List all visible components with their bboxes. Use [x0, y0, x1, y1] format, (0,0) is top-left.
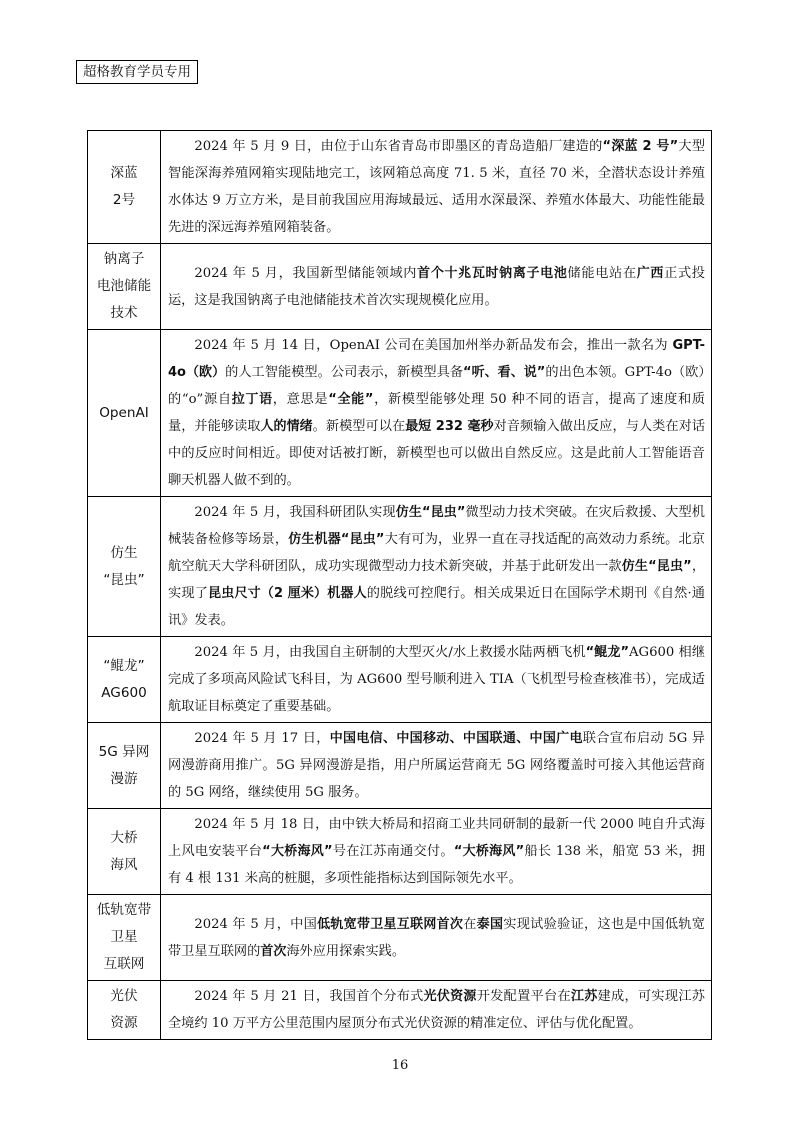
- news-table-body: [88, 131, 712, 1040]
- description-text: 储能电站在: [567, 265, 637, 281]
- description-text: 2024 年 5 月，中国: [194, 916, 318, 932]
- table-row: [88, 981, 712, 1040]
- table-row: [88, 244, 712, 330]
- table-row: [88, 895, 712, 981]
- row-term: [88, 131, 161, 244]
- row-term: [88, 497, 161, 637]
- term-line: 大桥: [110, 829, 138, 846]
- row-description: [161, 637, 712, 723]
- bold-keyword: 仿生机器“昆虫”: [288, 532, 385, 547]
- row-description: [161, 497, 712, 637]
- term-line: 卫星: [110, 929, 138, 945]
- description-text: 对音频输入做出反应，与人类在对话中的反应时间相近。即使对话被打断，新模型也可以做出自然反应。这是此前人工智能语音聊天机器人做不到的。: [168, 419, 706, 488]
- term-line: 海风: [110, 856, 138, 873]
- term-line: “鲲龙”: [103, 657, 145, 674]
- description-text: 2024 年 5 月 14 日，OpenAI 公司在美国加州举办新品发布会，推出一款名为: [194, 338, 673, 353]
- row-term: [88, 981, 161, 1040]
- row-term: [88, 244, 161, 330]
- description-text: 。新模型可以在: [312, 419, 406, 434]
- description-text: 海外应用探索实践。: [286, 943, 406, 959]
- bold-keyword: 低轨宽带卫星互联网首次: [317, 916, 464, 932]
- bold-keyword: 仿生“昆虫”: [395, 505, 466, 520]
- term-line: 光伏: [110, 988, 138, 1004]
- description-text: 船长 138 米，船宽 53 米，拥有 4 根 131 米高的桩腿，多项性能指标达到国际领先水平。: [168, 844, 706, 886]
- table-row: [88, 330, 712, 497]
- description-text: 2024 年 5 月 18 日，由中铁大桥局和招商工业共同研制的最新一代 2000 吨自升式海上风电安装平台: [168, 817, 705, 859]
- bold-keyword: 首个十兆瓦时钠离子电池: [417, 265, 568, 281]
- row-term: [88, 330, 161, 497]
- description-text: 2024 年 5 月，我国科研团队实现: [194, 505, 396, 520]
- description-text: 在: [463, 916, 477, 932]
- description-text: 2024 年 5 月 9 日，由位于山东省青岛市即墨区的青岛造船厂建造的: [194, 139, 603, 154]
- bold-keyword: 中国电信、中国移动、中国联通、中国广电: [329, 731, 583, 746]
- term-line: 低轨宽带: [96, 902, 152, 918]
- row-description: [161, 330, 712, 497]
- row-term: [88, 895, 161, 981]
- bold-keyword: “深蓝 2 号”: [602, 139, 679, 154]
- description-text: 2024 年 5 月 17 日，: [194, 731, 330, 746]
- news-table: [87, 130, 712, 1040]
- table-row: [88, 497, 712, 637]
- bold-keyword: 人的情绪: [260, 419, 313, 434]
- description-text: 的出色本领。GPT-4o（欧）的“o”源自: [168, 365, 706, 407]
- row-term: [88, 809, 161, 895]
- description-text: 大型智能深海养殖网箱实现陆地完工，该网箱总高度 71. 5 米，直径 70 米，全潜状态设计养殖水体达 9 万立方米，是目前我国应用海域最远、适用水深最深、养殖水体最大、功能性能最先进的深远海养殖网箱装备。: [168, 139, 706, 235]
- term-line: 5G 异网: [98, 743, 150, 760]
- description-text: 2024 年 5 月 21 日，我国首个分布式: [194, 989, 424, 1004]
- description-text: 实现试验验证，这也是中国低轨宽带卫星互联网的: [168, 916, 705, 959]
- term-line: 互联网: [103, 956, 145, 972]
- row-term: [88, 723, 161, 809]
- term-line: 技术: [110, 305, 138, 321]
- bold-keyword: 广西: [636, 265, 665, 281]
- table-row: [88, 809, 712, 895]
- bold-keyword: 江苏: [570, 989, 598, 1004]
- term-line: 钠离子: [103, 251, 145, 267]
- table-row: [88, 637, 712, 723]
- description-text: AG600 相继完成了多项高风险试飞科目，为 AG600 型号顺利进入 TIA（飞机型号检查核准书），完成适航取证目标奠定了重要基础。: [168, 645, 706, 714]
- bold-keyword: 最短 232 毫秒: [405, 419, 494, 434]
- term-line: 电池储能: [96, 278, 152, 294]
- description-text: 正式投运，这是我国钠离子电池储能技术首次实现规模化应用。: [168, 265, 705, 308]
- description-text: 微型动力技术突破。在灾后救援、大型机械装备检修等场景，: [168, 505, 705, 547]
- header-tag: 超格教育学员专用: [76, 60, 198, 84]
- row-description: [161, 131, 712, 244]
- term-line: AG600: [101, 684, 147, 701]
- row-description: [161, 244, 712, 330]
- row-term: [88, 637, 161, 723]
- bold-keyword: GPT-4o（欧）: [168, 338, 705, 380]
- bold-keyword: 拉丁语: [231, 392, 273, 407]
- description-text: 号在江苏南通交付。: [332, 844, 454, 859]
- bold-keyword: “大桥海风”: [453, 844, 525, 859]
- row-description: [161, 723, 712, 809]
- bold-keyword: 泰国: [476, 916, 504, 932]
- row-description: [161, 981, 712, 1040]
- bold-keyword: 昆虫尺寸（2 厘米）机器人: [208, 586, 367, 601]
- bold-keyword: 首次: [260, 943, 287, 959]
- description-text: 的脱线可控爬行。相关成果近日在国际学术期刊《自然·通讯》发表。: [168, 586, 705, 628]
- description-text: ，新模型能够处理 50 种不同的语言，提高了速度和质量，并能够读取: [168, 392, 706, 434]
- term-line: 漫游: [110, 770, 138, 787]
- term-line: 2号: [112, 192, 136, 208]
- table-row: [88, 131, 712, 244]
- bold-keyword: 光伏资源: [423, 989, 477, 1004]
- bold-keyword: “鲲龙”: [585, 645, 630, 660]
- bold-keyword: 仿生“昆虫”: [621, 559, 692, 574]
- bold-keyword: “大桥海风”: [262, 844, 333, 859]
- bold-keyword: “全能”: [328, 392, 374, 407]
- row-description: [161, 895, 712, 981]
- term-line: 仿生: [110, 544, 138, 561]
- row-description: [161, 809, 712, 895]
- term-line: 资源: [110, 1015, 138, 1031]
- table-row: [88, 723, 712, 809]
- description-text: ，实现了: [168, 559, 706, 601]
- description-text: ，意思是: [272, 392, 329, 407]
- bold-keyword: “听、看、说”: [463, 365, 546, 380]
- term-line: 深蓝: [110, 165, 138, 181]
- page-number: 16: [391, 1058, 409, 1073]
- term-line: “昆虫”: [103, 571, 145, 588]
- description-text: 建成，可实现江苏全境约 10 万平方公里范围内屋顶分布式光伏资源的精准定位、评估与优化配置。: [168, 989, 705, 1031]
- description-text: 开发配置平台在: [476, 989, 571, 1004]
- description-text: 2024 年 5 月，我国新型储能领域内: [194, 265, 418, 281]
- description-text: 的人工智能模型。公司表示，新模型具备: [225, 365, 464, 380]
- description-text: 2024 年 5 月，由我国自主研制的大型灭火/水上救援水陆两栖飞机: [194, 645, 586, 660]
- term-line: OpenAI: [99, 404, 149, 421]
- description-text: 大有可为，业界一直在寻找适配的高效动力系统。北京航空航天大学科研团队，成功实现微型动力技术新突破，并基于此研发出一款: [168, 532, 705, 574]
- description-text: 联合宣布启动 5G 异网漫游商用推广。5G 异网漫游是指，用户所属运营商无 5G 网络覆盖时可接入其他运营商的 5G 网络，继续使用 5G 服务。: [168, 731, 705, 800]
